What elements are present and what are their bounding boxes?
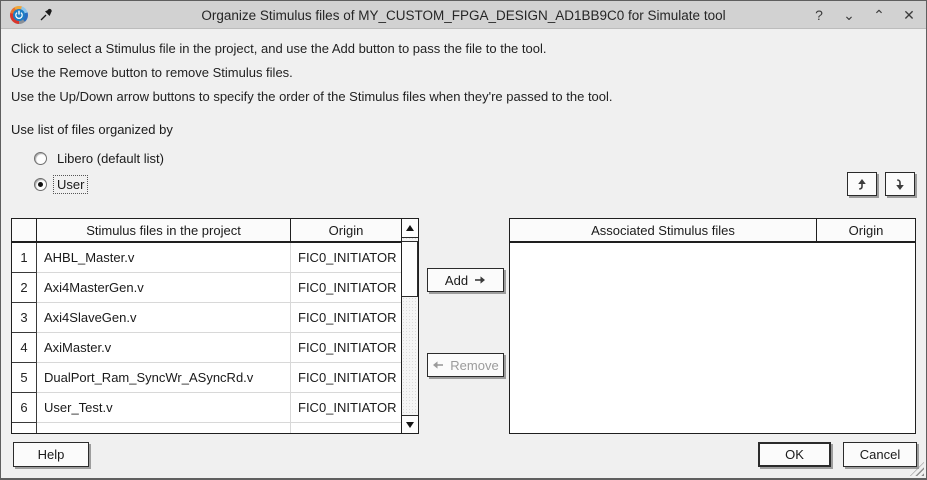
- radio-circle-icon: [34, 152, 47, 165]
- radio-circle-icon: [34, 178, 47, 191]
- row-number-header: [12, 219, 37, 243]
- instruction-line-2: Use the Remove button to remove Stimulus files.: [11, 65, 293, 80]
- row-number: 3: [12, 303, 37, 333]
- help-icon[interactable]: ?: [815, 7, 823, 23]
- scrollbar-track[interactable]: [402, 238, 418, 415]
- arrow-left-icon: [432, 360, 444, 370]
- file-name: User_Test.v: [37, 393, 291, 423]
- titlebar[interactable]: [1, 1, 926, 29]
- file-name: Axi4SlaveGen.v: [37, 303, 291, 333]
- arrow-down-icon: [893, 178, 907, 191]
- table-row[interactable]: [12, 363, 401, 393]
- shade-icon[interactable]: ⌄: [843, 7, 855, 23]
- arrow-up-icon: [855, 178, 869, 191]
- stimulus-table-header: [12, 219, 401, 243]
- file-origin: FIC0_INITIATOR: [291, 303, 401, 333]
- ok-button-label: OK: [785, 447, 804, 462]
- row-number: 6: [12, 393, 37, 423]
- associated-table-header: [510, 219, 915, 243]
- origin-column-header: Origin: [291, 219, 401, 243]
- file-name: Axi4MasterGen.v: [37, 273, 291, 303]
- help-button-label: Help: [37, 447, 65, 462]
- instruction-line-3: Use the Up/Down arrow buttons to specify the order of the Stimulus files when they're passed to the tool.: [11, 89, 613, 104]
- file-origin: FIC0_INITIATOR: [291, 393, 401, 423]
- row-number: 5: [12, 363, 37, 393]
- add-button-label: Add: [444, 272, 469, 288]
- file-name: AxiMaster.v: [37, 333, 291, 363]
- associated-file-column-header: Associated Stimulus files: [510, 219, 817, 243]
- table-row[interactable]: [12, 273, 401, 303]
- triangle-up-icon: [406, 225, 414, 231]
- vertical-scrollbar[interactable]: [401, 219, 418, 433]
- row-number: 4: [12, 333, 37, 363]
- table-row[interactable]: [12, 303, 401, 333]
- cancel-button-label: Cancel: [859, 447, 901, 462]
- scroll-down-button[interactable]: [402, 415, 418, 433]
- row-number: 2: [12, 273, 37, 303]
- file-origin: FIC0_INITIATOR: [291, 363, 401, 393]
- help-button[interactable]: [13, 442, 89, 467]
- remove-button-label: Remove: [450, 357, 499, 373]
- remove-button[interactable]: [427, 353, 504, 377]
- window-title: Organize Stimulus files of MY_CUSTOM_FPGA_DESIGN_AD1BB9C0 for Simulate tool: [201, 7, 726, 23]
- radio-user[interactable]: [34, 174, 87, 194]
- associated-origin-column-header: Origin: [817, 219, 915, 243]
- add-button[interactable]: [427, 268, 504, 292]
- arrow-right-icon: [474, 275, 486, 285]
- move-up-button[interactable]: [847, 172, 877, 196]
- row-number: 1: [12, 243, 37, 273]
- scroll-up-button[interactable]: [402, 219, 418, 238]
- move-down-button[interactable]: [885, 172, 915, 196]
- radio-libero[interactable]: [34, 148, 167, 168]
- scrollbar-thumb[interactable]: [402, 241, 418, 297]
- file-name: DualPort_Ram_SyncWr_ASyncRd.v: [37, 363, 291, 393]
- file-name: AHBL_Master.v: [37, 243, 291, 273]
- radio-user-label: User: [54, 176, 87, 193]
- close-icon[interactable]: ✕: [903, 7, 915, 23]
- table-row[interactable]: [12, 393, 401, 423]
- organized-by-label: Use list of files organized by: [11, 122, 173, 137]
- instruction-line-1: Click to select a Stimulus file in the project, and use the Add button to pass the file to the tool.: [11, 41, 547, 56]
- table-row[interactable]: [12, 243, 401, 273]
- cancel-button[interactable]: [843, 442, 917, 467]
- ok-button[interactable]: [758, 442, 831, 467]
- associated-stimulus-table: [509, 218, 916, 434]
- window-controls: [810, 1, 918, 29]
- file-origin: FIC0_INITIATOR: [291, 243, 401, 273]
- triangle-down-icon: [406, 422, 414, 428]
- file-origin: FIC0_INITIATOR: [291, 273, 401, 303]
- file-column-header: Stimulus files in the project: [37, 219, 291, 243]
- stimulus-files-table: [11, 218, 419, 434]
- table-row-partial: [12, 423, 401, 433]
- table-row[interactable]: [12, 333, 401, 363]
- unshade-icon[interactable]: ⌃: [873, 7, 885, 23]
- associated-table-body[interactable]: [510, 243, 915, 433]
- radio-libero-label: Libero (default list): [57, 150, 164, 166]
- file-origin: FIC0_INITIATOR: [291, 333, 401, 363]
